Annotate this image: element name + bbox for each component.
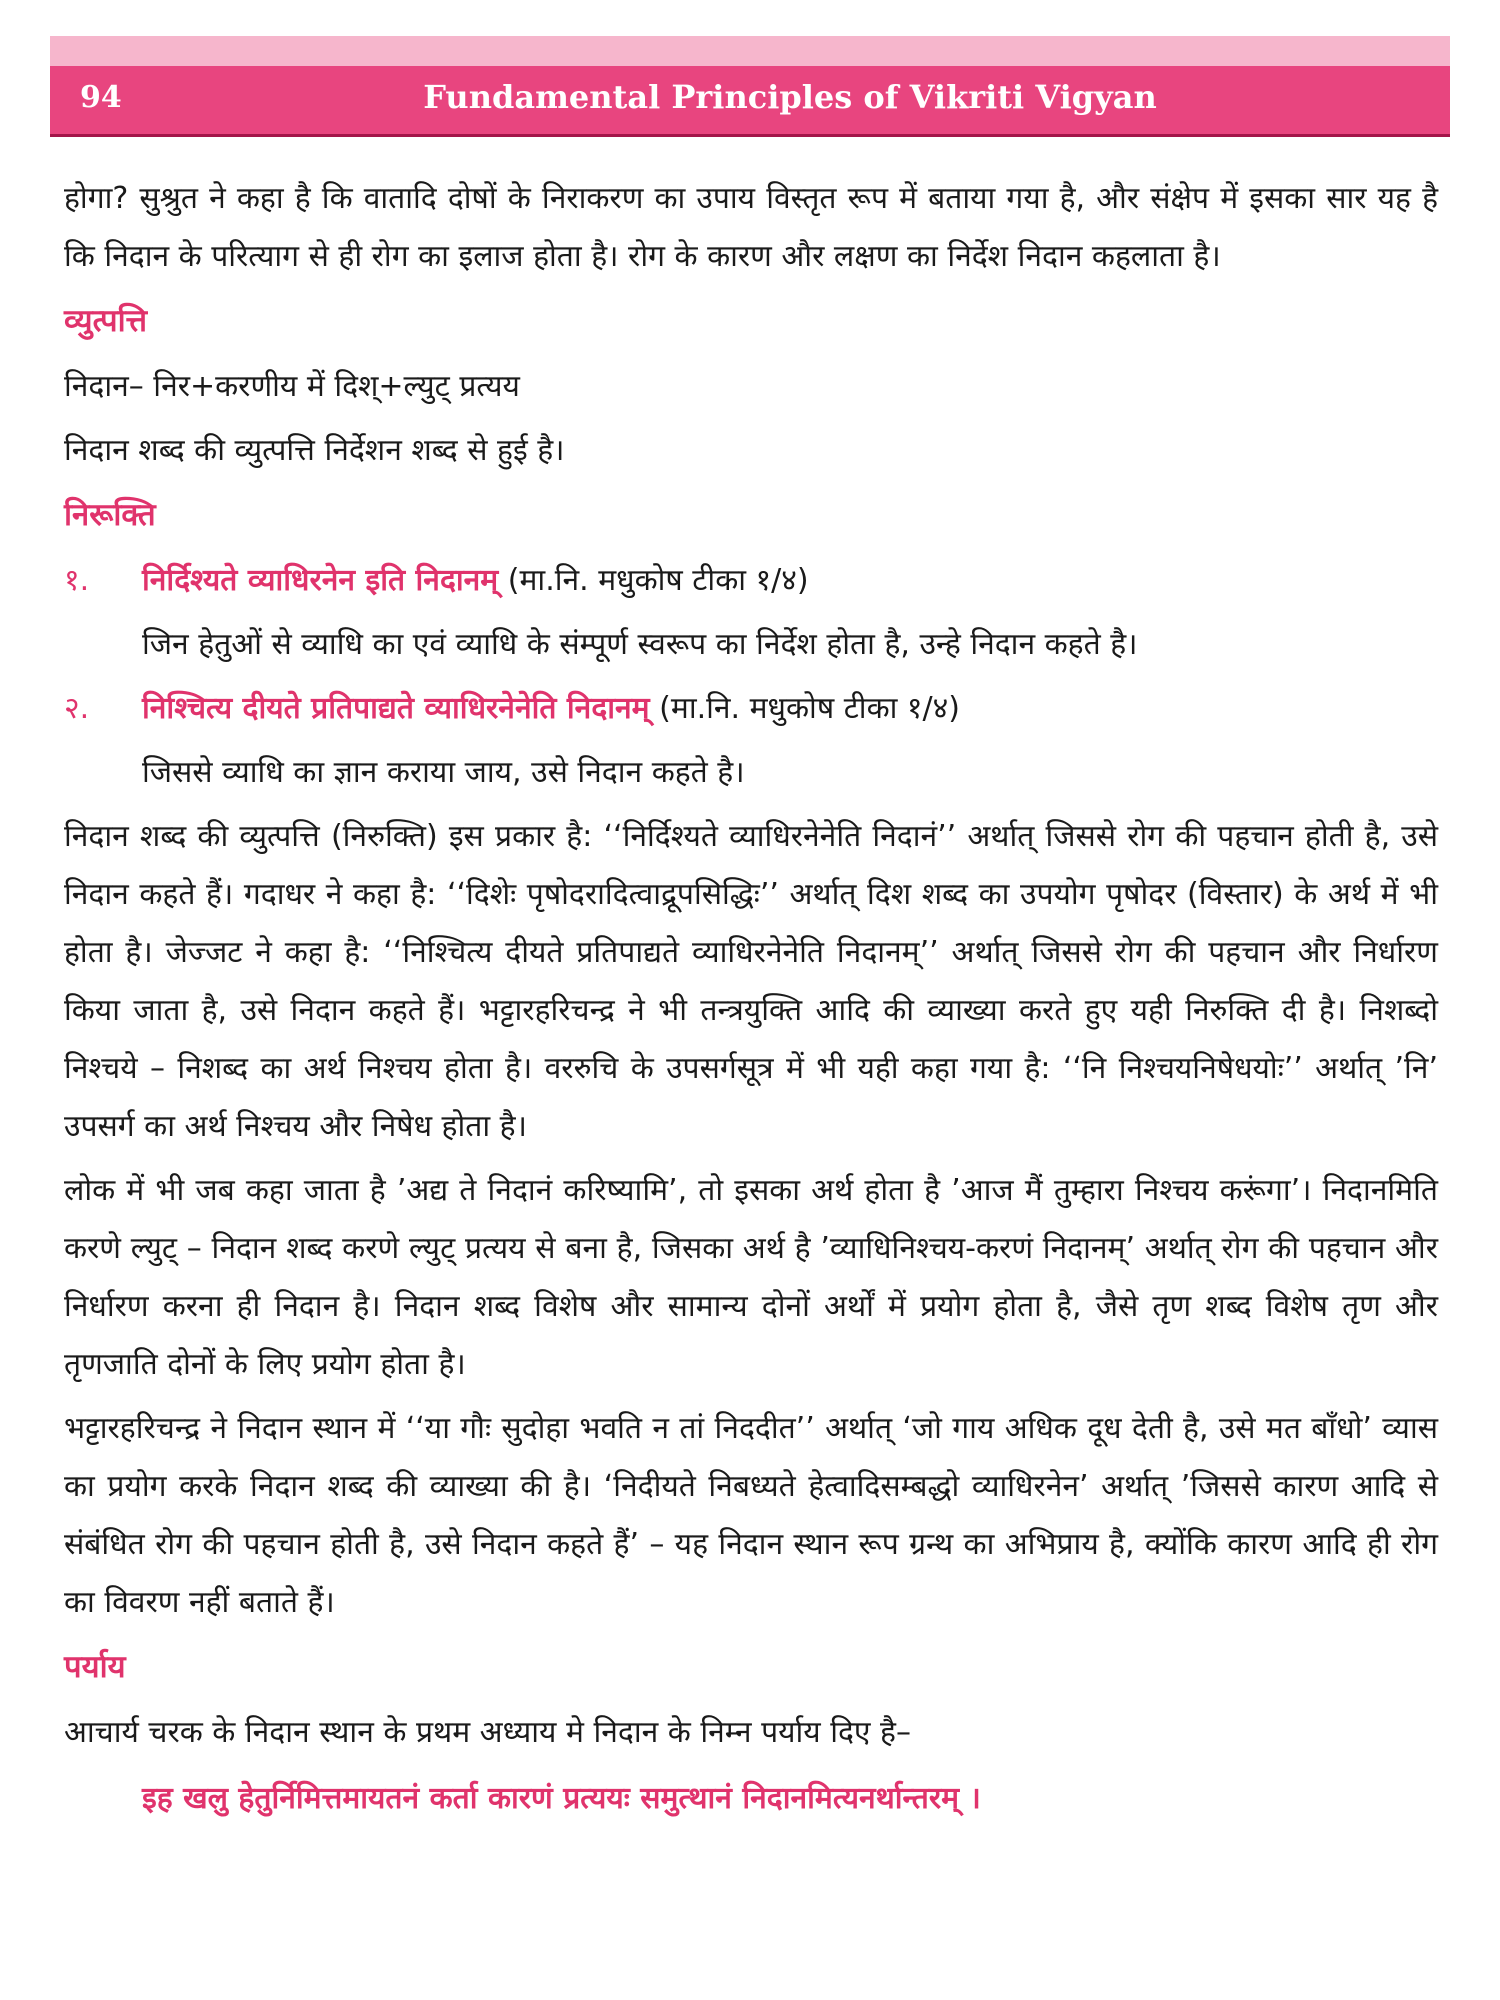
nirukti-item-1-number: १. bbox=[64, 563, 90, 598]
nirukti-item-2-meaning: जिससे व्याधि का ज्ञान कराया जाय, उसे निदान कहते है। bbox=[142, 755, 745, 790]
nirukti-heading: निरूक्ति bbox=[64, 497, 156, 533]
nirukti-item-2-number: २. bbox=[64, 691, 90, 726]
nirukti-item-2 bbox=[64, 680, 1438, 738]
nirukti-item-1-shloka: निर्दिश्यते व्याधिरनेन इति निदानम् bbox=[142, 563, 499, 598]
page-number: 94 bbox=[80, 80, 122, 115]
header-rule bbox=[50, 134, 1450, 137]
intro-paragraph: होगा? सुश्रुत ने कहा है कि वातादि दोषों के निराकरण का उपाय विस्तृत रूप में बताया गया है, और संक्षेप में इसका सार यह है कि निदान के परित्याग से ही रोग का इलाज होता है। रोग के कारण और लक्षण का निर्देश निदान कहलाता है। bbox=[64, 181, 1438, 274]
vyutpatti-line-1: निदान– निर+करणीय में दिश्+ल्युट् प्रत्यय bbox=[64, 369, 520, 404]
paragraph-3: लोक में भी जब कहा जाता है ’अद्य ते निदानं करिष्यामि’, तो इसका अर्थ होता है ’आज मैं तुम्हारा निश्चय करूंगा’। निदानमिति करणे ल्युट् – निदान शब्द करणे ल्युट् प्रत्यय से बना है, जिसका अर्थ है ’व्याधिनिश्चय-करणं निदानम्’ अर्थात् रोग की पहचान और निर्धारण करना ही निदान है। निदान शब्द विशेष और सामान्य दोनों अर्थों में प्रयोग होता है, जैसे तृण शब्द विशेष तृण और तृणजाति दोनों के लिए प्रयोग होता है। bbox=[64, 1173, 1438, 1382]
nirukti-item-1 bbox=[64, 552, 1438, 610]
vyutpatti-line-2: निदान शब्द की व्युत्पत्ति निर्देशन शब्द से हुई है। bbox=[64, 433, 565, 468]
paryay-text: आचार्य चरक के निदान स्थान के प्रथम अध्याय मे निदान के निम्न पर्याय दिए है– bbox=[64, 1715, 911, 1750]
paragraph-2: निदान शब्द की व्युत्पत्ति (निरुक्ति) इस प्रकार है: ‘‘निर्दिश्यते व्याधिरनेनेति निदानं’’ अर्थात् जिससे रोग की पहचान होती है, उसे निदान कहते हैं। गदाधर ने कहा है: ‘‘दिशेः पृषोदरादित्वाद्रूपसिद्धिः’’ अर्थात् दिश शब्द का उपयोग पृषोदर (विस्तार) के अर्थ में भी होता है। जेज्जट ने कहा है: ‘‘निश्चित्य दीयते प्रतिपाद्यते व्याधिरनेनेति निदानम्’’ अर्थात् जिससे रोग की पहचान और निर्धारण किया जाता है, उसे निदान कहते हैं। भट्टारहरिचन्द्र ने भी तन्त्रयुक्ति आदि की व्याख्या करते हुए यही निरुक्ति दी है। निशब्दो निश्चये – निशब्द का अर्थ निश्चय होता है। वररुचि के उपसर्गसूत्र में भी यही कहा गया है: ‘‘नि निश्चयनिषेधयोः’’ अर्थात् ’नि’ उपसर्ग का अर्थ निश्चय और निषेध होता है। bbox=[64, 819, 1438, 1144]
paryay-verse: इह खलु हेतुर्निमित्तमायतनं कर्ता कारणं प्रत्ययः समुत्थानं निदानमित्यनर्थान्तरम् । bbox=[142, 1781, 981, 1816]
nirukti-item-2-reference: (मा.नि. मधुकोष टीका १/४) bbox=[659, 691, 960, 726]
vyutpatti-heading: व्युत्पत्ति bbox=[64, 303, 148, 339]
paragraph-4: भट्टारहरिचन्द्र ने निदान स्थान में ‘‘या गौः सुदोहा भवति न तां निददीत’’ अर्थात् ‘जो गाय अधिक दूध देती है, उसे मत बाँधो’ व्यास का प्रयोग करके निदान शब्द की व्याख्या की है। ‘निदीयते निबध्यते हेत्वादिसम्बद्धो व्याधिरनेन’ अर्थात् ’जिससे कारण आदि से संबंधित रोग की पहचान होती है, उसे निदान कहते हैं’ – यह निदान स्थान रूप ग्रन्थ का अभिप्राय है, क्योंकि कारण आदि ही रोग का विवरण नहीं बताते हैं। bbox=[64, 1411, 1438, 1620]
nirukti-item-2-shloka: निश्चित्य दीयते प्रतिपाद्यते व्याधिरनेनेति निदानम् bbox=[142, 691, 650, 726]
nirukti-item-1-reference: (मा.नि. मधुकोष टीका १/४) bbox=[507, 563, 809, 598]
paryay-heading: पर्याय bbox=[64, 1649, 126, 1685]
nirukti-item-1-meaning: जिन हेतुओं से व्याधि का एवं व्याधि के संम्पूर्ण स्वरूप का निर्देश होता है, उन्हे निदान कहते है। bbox=[142, 627, 1138, 662]
page-content bbox=[64, 170, 1438, 1834]
running-title: Fundamental Principles of Vikriti Vigyan bbox=[423, 78, 1157, 116]
